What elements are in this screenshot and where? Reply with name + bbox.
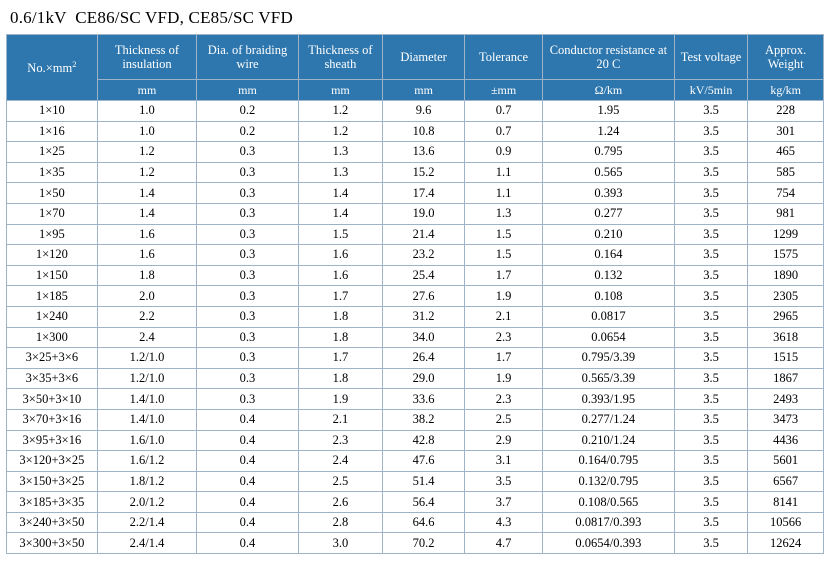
table-cell: 1.8 <box>97 265 196 286</box>
table-cell: 5601 <box>748 451 824 472</box>
table-row <box>7 389 824 410</box>
table-cell: 0.108/0.565 <box>542 492 674 513</box>
cell-size: 1×150 <box>7 265 98 286</box>
unit-diameter: mm <box>383 80 465 101</box>
table-cell: 1.0 <box>97 121 196 142</box>
table-cell: 1.8 <box>298 327 382 348</box>
table-cell: 0.3 <box>197 162 299 183</box>
table-cell: 42.8 <box>383 430 465 451</box>
table-cell: 1.24 <box>542 121 674 142</box>
table-cell: 0.3 <box>197 183 299 204</box>
table-cell: 3.7 <box>465 492 543 513</box>
table-cell: 465 <box>748 142 824 163</box>
table-cell: 0.3 <box>197 327 299 348</box>
table-cell: 3473 <box>748 409 824 430</box>
table-cell: 1.2 <box>97 142 196 163</box>
cell-size: 3×50+3×10 <box>7 389 98 410</box>
table-cell: 2.4 <box>97 327 196 348</box>
table-row <box>7 183 824 204</box>
table-cell: 1.2/1.0 <box>97 348 196 369</box>
table-cell: 1.8/1.2 <box>97 471 196 492</box>
table-cell: 0.0817 <box>542 306 674 327</box>
table-cell: 1.6 <box>298 245 382 266</box>
table-cell: 0.132/0.795 <box>542 471 674 492</box>
table-cell: 1.2 <box>97 162 196 183</box>
table-cell: 2.2 <box>97 306 196 327</box>
table-cell: 1.95 <box>542 101 674 122</box>
unit-insulation-thickness: mm <box>97 80 196 101</box>
header-row-units <box>7 80 824 101</box>
superscript-two: 2 <box>72 58 77 69</box>
table-cell: 3.5 <box>674 306 747 327</box>
table-cell: 10566 <box>748 512 824 533</box>
column-header-tolerance: Tolerance <box>465 35 543 80</box>
table-cell: 2.5 <box>298 471 382 492</box>
table-cell: 301 <box>748 121 824 142</box>
table-row <box>7 471 824 492</box>
table-cell: 228 <box>748 101 824 122</box>
table-cell: 3.5 <box>674 101 747 122</box>
table-cell: 0.4 <box>197 430 299 451</box>
table-cell: 3.5 <box>674 389 747 410</box>
cell-size: 3×150+3×25 <box>7 471 98 492</box>
table-cell: 1.1 <box>465 183 543 204</box>
table-cell: 3618 <box>748 327 824 348</box>
table-cell: 2.0/1.2 <box>97 492 196 513</box>
column-header-braiding-wire-dia: Dia. of braiding wire <box>197 35 299 80</box>
cell-size: 3×25+3×6 <box>7 348 98 369</box>
table-cell: 0.3 <box>197 203 299 224</box>
column-header-insulation-thickness: Thickness of insulation <box>97 35 196 80</box>
column-header-diameter: Diameter <box>383 35 465 80</box>
table-cell: 2.4 <box>298 451 382 472</box>
table-cell: 585 <box>748 162 824 183</box>
table-cell: 2.1 <box>298 409 382 430</box>
table-cell: 0.565 <box>542 162 674 183</box>
table-row <box>7 533 824 554</box>
table-cell: 3.5 <box>674 224 747 245</box>
table-cell: 1.6/1.0 <box>97 430 196 451</box>
table-row <box>7 121 824 142</box>
table-cell: 0.4 <box>197 409 299 430</box>
table-cell: 2965 <box>748 306 824 327</box>
unit-test-voltage: kV/5min <box>674 80 747 101</box>
table-cell: 1.1 <box>465 162 543 183</box>
table-row <box>7 245 824 266</box>
table-cell: 12624 <box>748 533 824 554</box>
cell-size: 1×10 <box>7 101 98 122</box>
unit-sheath-thickness: mm <box>298 80 382 101</box>
table-cell: 0.210/1.24 <box>542 430 674 451</box>
table-cell: 1.4/1.0 <box>97 389 196 410</box>
table-cell: 1.4 <box>97 203 196 224</box>
table-cell: 2.3 <box>298 430 382 451</box>
table-cell: 3.5 <box>674 162 747 183</box>
cell-size: 1×25 <box>7 142 98 163</box>
table-cell: 1.4/1.0 <box>97 409 196 430</box>
table-cell: 1515 <box>748 348 824 369</box>
table-cell: 0.4 <box>197 471 299 492</box>
table-cell: 3.5 <box>674 430 747 451</box>
unit-tolerance: ±mm <box>465 80 543 101</box>
cell-size: 1×240 <box>7 306 98 327</box>
unit-conductor-resistance: Ω/km <box>542 80 674 101</box>
table-cell: 0.4 <box>197 533 299 554</box>
table-cell: 51.4 <box>383 471 465 492</box>
table-cell: 1.9 <box>465 286 543 307</box>
table-cell: 0.3 <box>197 368 299 389</box>
table-cell: 2.6 <box>298 492 382 513</box>
table-row <box>7 203 824 224</box>
table-cell: 3.5 <box>674 492 747 513</box>
unit-braiding-wire-dia: mm <box>197 80 299 101</box>
table-cell: 3.5 <box>674 409 747 430</box>
table-row <box>7 348 824 369</box>
table-cell: 19.0 <box>383 203 465 224</box>
cell-size: 3×95+3×16 <box>7 430 98 451</box>
table-cell: 1.6 <box>298 265 382 286</box>
table-cell: 0.3 <box>197 286 299 307</box>
table-cell: 0.0654/0.393 <box>542 533 674 554</box>
table-cell: 3.5 <box>674 512 747 533</box>
table-cell: 0.210 <box>542 224 674 245</box>
table-cell: 1867 <box>748 368 824 389</box>
table-cell: 3.5 <box>674 183 747 204</box>
table-row <box>7 265 824 286</box>
cell-size: 1×70 <box>7 203 98 224</box>
table-cell: 0.7 <box>465 101 543 122</box>
table-cell: 1.5 <box>465 224 543 245</box>
table-cell: 27.6 <box>383 286 465 307</box>
table-cell: 0.3 <box>197 224 299 245</box>
table-cell: 0.3 <box>197 389 299 410</box>
table-cell: 1.6 <box>97 224 196 245</box>
cell-size: 1×35 <box>7 162 98 183</box>
table-cell: 0.9 <box>465 142 543 163</box>
table-cell: 0.795 <box>542 142 674 163</box>
table-cell: 25.4 <box>383 265 465 286</box>
table-row <box>7 306 824 327</box>
table-cell: 3.5 <box>674 368 747 389</box>
unit-approx-weight: kg/km <box>748 80 824 101</box>
table-cell: 3.5 <box>674 327 747 348</box>
table-cell: 754 <box>748 183 824 204</box>
cell-size: 3×240+3×50 <box>7 512 98 533</box>
table-cell: 3.5 <box>674 265 747 286</box>
table-row <box>7 512 824 533</box>
table-cell: 1.7 <box>465 348 543 369</box>
column-header-conductor-resistance: Conductor resistance at 20 C <box>542 35 674 80</box>
table-body <box>7 101 824 554</box>
table-cell: 1.5 <box>298 224 382 245</box>
table-cell: 64.6 <box>383 512 465 533</box>
table-cell: 1.8 <box>298 368 382 389</box>
table-cell: 1.4 <box>298 203 382 224</box>
table-cell: 56.4 <box>383 492 465 513</box>
table-row <box>7 162 824 183</box>
table-row <box>7 142 824 163</box>
table-cell: 1299 <box>748 224 824 245</box>
table-cell: 1.4 <box>97 183 196 204</box>
table-cell: 1.6 <box>97 245 196 266</box>
table-cell: 0.393/1.95 <box>542 389 674 410</box>
cell-size: 1×185 <box>7 286 98 307</box>
table-cell: 3.0 <box>298 533 382 554</box>
table-cell: 2.4/1.4 <box>97 533 196 554</box>
table-cell: 2.2/1.4 <box>97 512 196 533</box>
table-row <box>7 368 824 389</box>
table-cell: 2305 <box>748 286 824 307</box>
table-cell: 2.0 <box>97 286 196 307</box>
table-cell: 3.5 <box>674 348 747 369</box>
table-cell: 70.2 <box>383 533 465 554</box>
table-cell: 10.8 <box>383 121 465 142</box>
table-cell: 0.795/3.39 <box>542 348 674 369</box>
table-cell: 0.3 <box>197 348 299 369</box>
table-cell: 38.2 <box>383 409 465 430</box>
table-cell: 26.4 <box>383 348 465 369</box>
table-cell: 13.6 <box>383 142 465 163</box>
table-cell: 2.1 <box>465 306 543 327</box>
table-cell: 1.9 <box>298 389 382 410</box>
table-cell: 21.4 <box>383 224 465 245</box>
cell-size: 1×120 <box>7 245 98 266</box>
table-cell: 3.5 <box>674 451 747 472</box>
table-cell: 1575 <box>748 245 824 266</box>
table-cell: 29.0 <box>383 368 465 389</box>
table-cell: 3.5 <box>674 471 747 492</box>
table-row <box>7 327 824 348</box>
table-cell: 0.164/0.795 <box>542 451 674 472</box>
table-cell: 0.164 <box>542 245 674 266</box>
table-row <box>7 286 824 307</box>
column-header-sheath-thickness: Thickness of sheath <box>298 35 382 80</box>
table-cell: 0.4 <box>197 512 299 533</box>
table-cell: 0.3 <box>197 142 299 163</box>
table-cell: 0.4 <box>197 492 299 513</box>
cell-size: 3×35+3×6 <box>7 368 98 389</box>
table-cell: 8141 <box>748 492 824 513</box>
column-header-approx-weight: Approx. Weight <box>748 35 824 80</box>
table-cell: 3.5 <box>674 245 747 266</box>
table-row <box>7 101 824 122</box>
table-cell: 0.3 <box>197 265 299 286</box>
table-cell: 33.6 <box>383 389 465 410</box>
table-cell: 15.2 <box>383 162 465 183</box>
table-cell: 3.1 <box>465 451 543 472</box>
table-cell: 1.5 <box>465 245 543 266</box>
cable-specification-table <box>6 34 824 554</box>
table-cell: 1.2 <box>298 121 382 142</box>
table-cell: 23.2 <box>383 245 465 266</box>
table-row <box>7 409 824 430</box>
table-row <box>7 451 824 472</box>
table-cell: 1.4 <box>298 183 382 204</box>
header-row-labels <box>7 35 824 80</box>
table-cell: 1.2/1.0 <box>97 368 196 389</box>
table-cell: 0.277 <box>542 203 674 224</box>
table-cell: 2.8 <box>298 512 382 533</box>
cell-size: 3×70+3×16 <box>7 409 98 430</box>
table-row <box>7 430 824 451</box>
table-cell: 0.3 <box>197 306 299 327</box>
column-header-test-voltage: Test voltage <box>674 35 747 80</box>
table-cell: 3.5 <box>674 142 747 163</box>
table-cell: 3.5 <box>674 533 747 554</box>
column-header-size: $No.\times mm^2$ <box>7 35 98 101</box>
table-row <box>7 492 824 513</box>
table-cell: 34.0 <box>383 327 465 348</box>
table-cell: 3.5 <box>674 286 747 307</box>
table-row <box>7 224 824 245</box>
table-cell: 4.7 <box>465 533 543 554</box>
table-cell: 1.3 <box>298 162 382 183</box>
table-cell: 0.2 <box>197 121 299 142</box>
table-cell: 0.565/3.39 <box>542 368 674 389</box>
table-cell: 1890 <box>748 265 824 286</box>
table-cell: 0.2 <box>197 101 299 122</box>
table-cell: 31.2 <box>383 306 465 327</box>
table-cell: 0.0654 <box>542 327 674 348</box>
table-cell: 1.7 <box>298 286 382 307</box>
table-cell: 1.7 <box>465 265 543 286</box>
table-cell: 0.0817/0.393 <box>542 512 674 533</box>
table-cell: 2.5 <box>465 409 543 430</box>
table-cell: 1.0 <box>97 101 196 122</box>
table-cell: 1.3 <box>298 142 382 163</box>
cell-size: 1×50 <box>7 183 98 204</box>
table-header <box>7 35 824 101</box>
table-cell: 0.3 <box>197 245 299 266</box>
table-cell: 1.9 <box>465 368 543 389</box>
table-cell: 1.7 <box>298 348 382 369</box>
cell-size: 3×185+3×35 <box>7 492 98 513</box>
table-cell: 1.3 <box>465 203 543 224</box>
cell-size: 1×95 <box>7 224 98 245</box>
table-cell: 4.3 <box>465 512 543 533</box>
table-cell: 1.6/1.2 <box>97 451 196 472</box>
table-cell: 1.8 <box>298 306 382 327</box>
table-cell: 6567 <box>748 471 824 492</box>
table-cell: 2.9 <box>465 430 543 451</box>
cell-size: 1×16 <box>7 121 98 142</box>
table-cell: 1.2 <box>298 101 382 122</box>
table-cell: 0.132 <box>542 265 674 286</box>
cell-size: 3×300+3×50 <box>7 533 98 554</box>
table-cell: 0.108 <box>542 286 674 307</box>
table-cell: 3.5 <box>465 471 543 492</box>
page-title: 0.6/1kV CE86/SC VFD, CE85/SC VFD <box>10 8 293 27</box>
table-cell: 2493 <box>748 389 824 410</box>
cell-size: 1×300 <box>7 327 98 348</box>
table-cell: 2.3 <box>465 389 543 410</box>
table-cell: 47.6 <box>383 451 465 472</box>
table-cell: 0.393 <box>542 183 674 204</box>
table-cell: 981 <box>748 203 824 224</box>
table-cell: 3.5 <box>674 121 747 142</box>
table-cell: 4436 <box>748 430 824 451</box>
table-cell: 2.3 <box>465 327 543 348</box>
table-cell: 9.6 <box>383 101 465 122</box>
table-cell: 17.4 <box>383 183 465 204</box>
table-cell: 0.4 <box>197 451 299 472</box>
table-cell: 0.7 <box>465 121 543 142</box>
table-cell: 0.277/1.24 <box>542 409 674 430</box>
cell-size: 3×120+3×25 <box>7 451 98 472</box>
table-cell: 3.5 <box>674 203 747 224</box>
